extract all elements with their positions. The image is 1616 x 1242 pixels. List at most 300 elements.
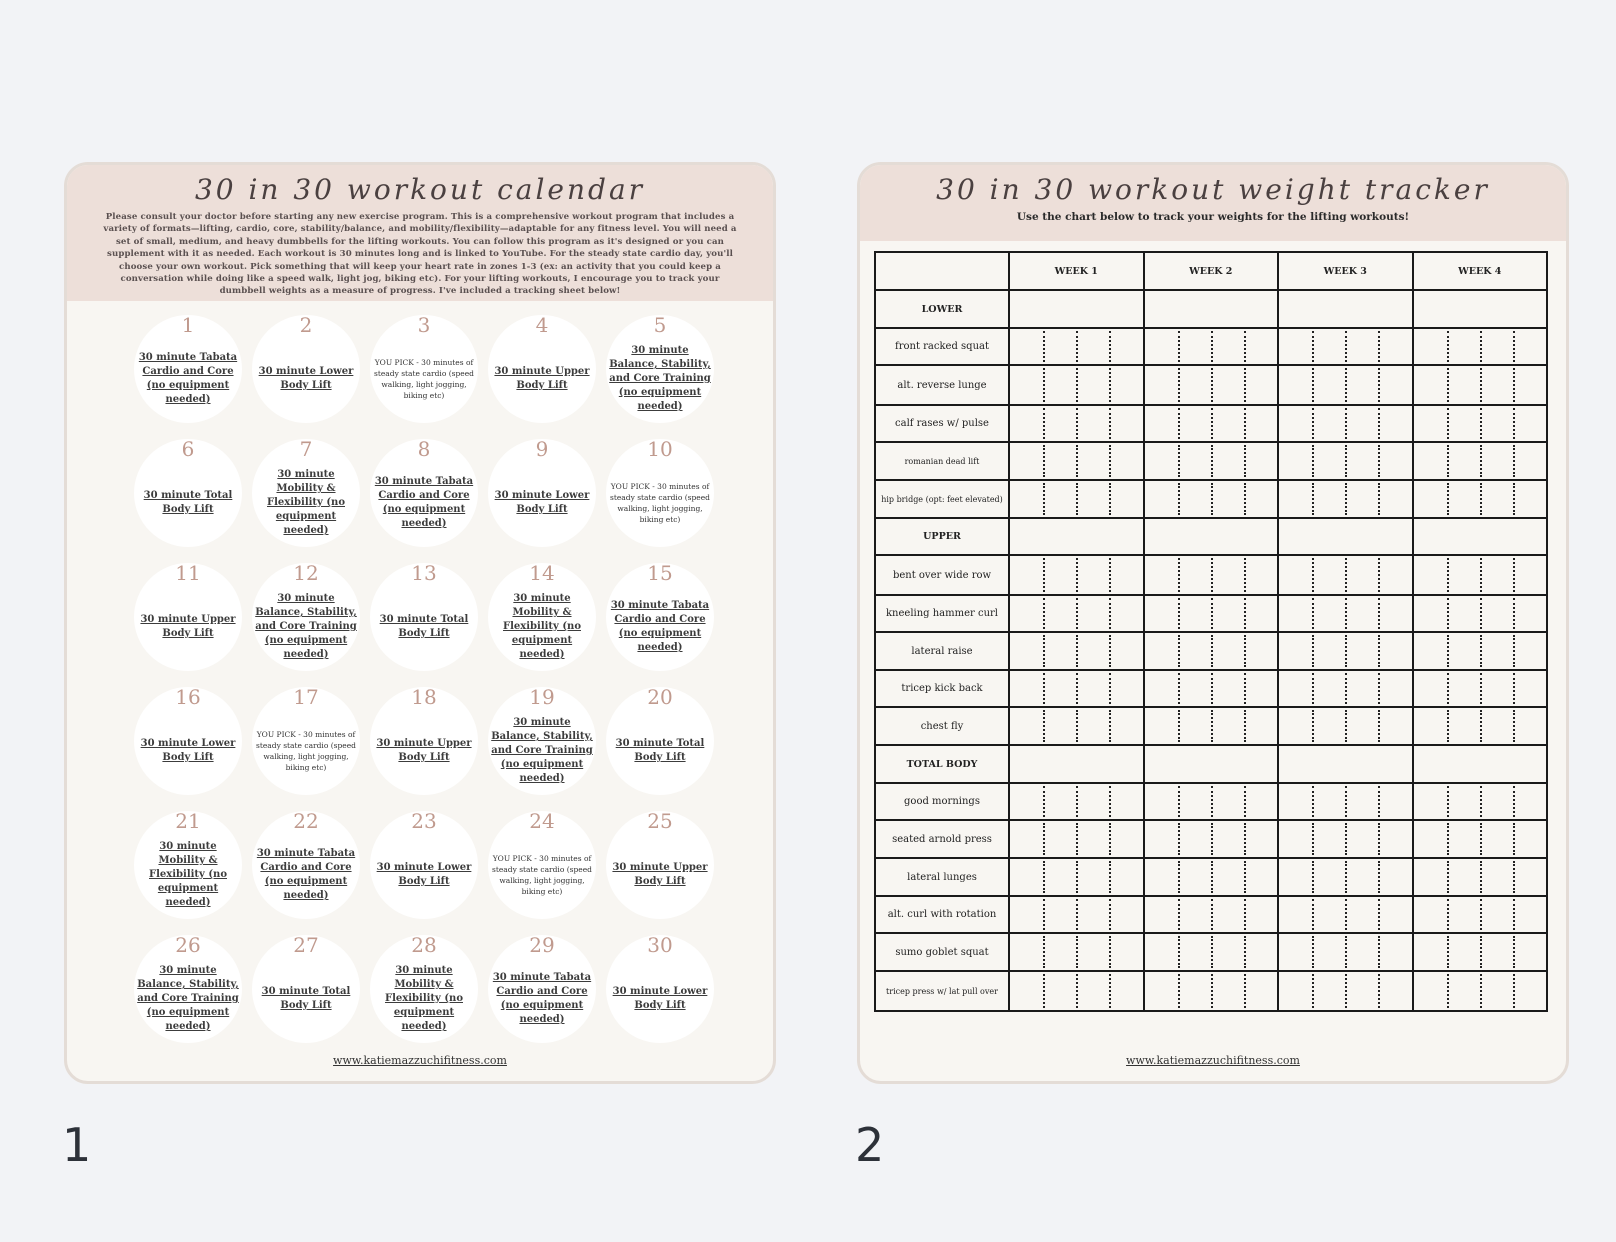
set-divider: [1211, 823, 1213, 855]
calendar-day[interactable]: [601, 685, 719, 809]
day-workout-link[interactable]: YOU PICK - 30 minutes of steady state cardio (speed walking, light jogging, biking etc): [256, 730, 356, 772]
set-divider: [1244, 331, 1246, 362]
tracker-footer-link[interactable]: www.katiemazzuchifitness.com: [1126, 1054, 1300, 1067]
weight-entry-cell[interactable]: [1278, 328, 1413, 365]
weight-entry-cell[interactable]: [1278, 480, 1413, 518]
weight-entry-cell[interactable]: [1413, 290, 1548, 328]
set-divider: [1447, 710, 1449, 742]
tracker-title: 30 in 30 workout weight tracker: [936, 173, 1490, 206]
weight-entry-cell[interactable]: [1278, 783, 1413, 820]
weight-entry-cell[interactable]: [1278, 632, 1413, 670]
set-divider: [1378, 598, 1380, 629]
calendar-day[interactable]: [601, 933, 719, 1057]
day-workout-link[interactable]: YOU PICK - 30 minutes of steady state cardio (speed walking, light jogging, biking etc): [492, 854, 592, 896]
tracker-page[interactable]: [857, 162, 1569, 1084]
day-workout-link[interactable]: YOU PICK - 30 minutes of steady state cardio (speed walking, light jogging, biking etc): [374, 358, 474, 400]
set-divider: [1043, 861, 1045, 893]
day-workout-link[interactable]: 30 minute Tabata Cardio and Core (no equipment needed): [374, 476, 474, 529]
set-divider: [1447, 673, 1449, 704]
exercise-label: alt. curl with rotation: [875, 896, 1009, 933]
day-number: 23: [411, 809, 437, 833]
day-workout-link[interactable]: 30 minute Balance, Stability, and Core Training (no equipment needed): [609, 345, 711, 412]
day-number: 22: [293, 809, 319, 833]
day-workout-link[interactable]: 30 minute Tabata Cardio and Core (no equipment needed): [492, 972, 592, 1025]
weight-entry-cell[interactable]: [1144, 442, 1279, 480]
set-divider: [1109, 558, 1111, 592]
set-divider: [1109, 408, 1111, 439]
exercise-label: kneeling hammer curl: [875, 595, 1009, 632]
set-divider: [1480, 483, 1482, 515]
set-divider: [1178, 445, 1180, 477]
weight-entry-cell[interactable]: [1144, 632, 1279, 670]
set-divider: [1244, 635, 1246, 667]
calendar-day[interactable]: [247, 313, 365, 437]
set-divider: [1109, 635, 1111, 667]
day-workout-link[interactable]: 30 minute Tabata Cardio and Core (no equipment needed): [138, 352, 238, 405]
weight-entry-cell[interactable]: [1278, 933, 1413, 971]
weight-entry-cell[interactable]: [1144, 328, 1279, 365]
set-divider: [1378, 368, 1380, 402]
set-divider: [1447, 558, 1449, 592]
day-workout-link[interactable]: 30 minute Upper Body Lift: [140, 614, 236, 639]
tracker-exercise-row: [875, 670, 1547, 707]
weight-entry-cell[interactable]: [1009, 858, 1144, 896]
weight-entry-cell[interactable]: [1009, 896, 1144, 933]
weight-entry-cell[interactable]: [1278, 745, 1413, 783]
calendar-day[interactable]: [483, 685, 601, 809]
weight-entry-cell[interactable]: [1413, 971, 1548, 1011]
set-divider: [1447, 483, 1449, 515]
weight-entry-cell[interactable]: [1009, 405, 1144, 442]
section-label: LOWER: [875, 290, 1009, 328]
exercise-label: sumo goblet squat: [875, 933, 1009, 971]
section-label: TOTAL BODY: [875, 745, 1009, 783]
day-workout-link[interactable]: 30 minute Lower Body Lift: [258, 366, 354, 391]
exercise-label: tricep kick back: [875, 670, 1009, 707]
day-number: 2: [299, 313, 313, 337]
set-divider: [1109, 598, 1111, 629]
set-divider: [1480, 823, 1482, 855]
set-divider: [1076, 635, 1078, 667]
day-workout-link[interactable]: 30 minute Mobility & Flexibility (no equipment needed): [503, 593, 581, 660]
set-divider: [1076, 331, 1078, 362]
set-divider: [1076, 710, 1078, 742]
day-number: 8: [417, 437, 431, 461]
weight-entry-cell[interactable]: [1144, 707, 1279, 745]
set-divider: [1211, 861, 1213, 893]
calendar-header: [67, 165, 773, 301]
weight-entry-cell[interactable]: [1009, 595, 1144, 632]
set-divider: [1211, 635, 1213, 667]
set-divider: [1447, 635, 1449, 667]
day-number: 5: [653, 313, 667, 337]
set-divider: [1043, 598, 1045, 629]
tracker-exercise-row: [875, 820, 1547, 858]
weight-entry-cell[interactable]: [1413, 670, 1548, 707]
day-workout-link[interactable]: 30 minute Lower Body Lift: [612, 986, 708, 1011]
weight-entry-cell[interactable]: [1413, 707, 1548, 745]
set-divider: [1513, 974, 1515, 1008]
day-workout-link[interactable]: 30 minute Tabata Cardio and Core (no equipment needed): [610, 600, 710, 653]
set-divider: [1480, 974, 1482, 1008]
calendar-day[interactable]: [365, 561, 483, 685]
day-workout-link[interactable]: 30 minute Total Body Lift: [615, 738, 705, 763]
day-number: 6: [181, 437, 195, 461]
weight-entry-cell[interactable]: [1413, 555, 1548, 595]
calendar-day[interactable]: [247, 437, 365, 561]
set-divider: [1178, 331, 1180, 362]
calendar-intro: Please consult your doctor before starting any new exercise program. This is a comprehensive workout program that includes a variety of formats—lifting, cardio, core, stability/balance, and mobility/flexibility—adaptable for any fitness level. You will need a set of small, medium, and heavy dumbbells for the lifting workouts. You can follow this program as it's designed or you can supplement with it as needed. Each workout is 30 minutes long and is linked to YouTube. For the steady state cardio day, you'll choose your own workout. Pick something that will keep your heart rate in zones 1-3 (ex: an activity that you could keep a conversation while doing like a speed walk, light jog, biking etc). For your lifting workouts, I encourage you to track your dumbbell weights as a measure of progress. I've included a tracking sheet below!: [103, 212, 737, 297]
day-workout-link[interactable]: 30 minute Lower Body Lift: [376, 862, 472, 887]
set-divider: [1076, 899, 1078, 930]
set-divider: [1211, 899, 1213, 930]
set-divider: [1043, 899, 1045, 930]
set-divider: [1345, 786, 1347, 817]
day-number: 17: [293, 685, 319, 709]
day-workout-link[interactable]: 30 minute Balance, Stability, and Core Training (no equipment needed): [491, 717, 593, 784]
set-divider: [1043, 786, 1045, 817]
set-divider: [1312, 331, 1314, 362]
weight-entry-cell[interactable]: [1144, 933, 1279, 971]
set-divider: [1480, 558, 1482, 592]
day-number: 25: [647, 809, 673, 833]
exercise-label: good mornings: [875, 783, 1009, 820]
calendar-day[interactable]: [483, 809, 601, 933]
set-divider: [1211, 598, 1213, 629]
day-number: 16: [175, 685, 201, 709]
weight-entry-cell[interactable]: [1278, 442, 1413, 480]
weight-entry-cell[interactable]: [1144, 405, 1279, 442]
set-divider: [1178, 899, 1180, 930]
set-divider: [1345, 635, 1347, 667]
day-workout-link[interactable]: 30 minute Lower Body Lift: [140, 738, 236, 763]
set-divider: [1076, 368, 1078, 402]
weight-entry-cell[interactable]: [1009, 365, 1144, 405]
set-divider: [1312, 786, 1314, 817]
day-number: 28: [411, 933, 437, 957]
calendar-day[interactable]: [601, 809, 719, 933]
calendar-day[interactable]: [365, 685, 483, 809]
set-divider: [1178, 408, 1180, 439]
set-divider: [1378, 331, 1380, 362]
weight-entry-cell[interactable]: [1278, 858, 1413, 896]
day-number: 7: [299, 437, 313, 461]
set-divider: [1244, 598, 1246, 629]
set-divider: [1513, 861, 1515, 893]
weight-entry-cell[interactable]: [1144, 670, 1279, 707]
day-workout-link[interactable]: 30 minute Total Body Lift: [379, 614, 469, 639]
set-divider: [1178, 635, 1180, 667]
weight-entry-cell[interactable]: [1009, 328, 1144, 365]
set-divider: [1312, 974, 1314, 1008]
day-workout-link[interactable]: 30 minute Mobility & Flexibility (no equipment needed): [149, 841, 227, 908]
set-divider: [1043, 710, 1045, 742]
weight-entry-cell[interactable]: [1278, 518, 1413, 555]
page-number: 1: [62, 1118, 92, 1172]
set-divider: [1513, 710, 1515, 742]
set-divider: [1076, 483, 1078, 515]
set-divider: [1043, 445, 1045, 477]
set-divider: [1076, 936, 1078, 968]
weight-entry-cell[interactable]: [1278, 670, 1413, 707]
day-workout-link[interactable]: 30 minute Total Body Lift: [261, 986, 351, 1011]
weight-entry-cell[interactable]: [1278, 896, 1413, 933]
set-divider: [1513, 823, 1515, 855]
set-divider: [1447, 974, 1449, 1008]
set-divider: [1345, 974, 1347, 1008]
weight-entry-cell[interactable]: [1009, 518, 1144, 555]
weight-entry-cell[interactable]: [1278, 820, 1413, 858]
calendar-day[interactable]: [365, 313, 483, 437]
calendar-day[interactable]: [601, 313, 719, 437]
tracker-exercise-row: [875, 632, 1547, 670]
weight-entry-cell[interactable]: [1144, 595, 1279, 632]
weight-entry-cell[interactable]: [1278, 405, 1413, 442]
set-divider: [1211, 673, 1213, 704]
set-divider: [1076, 861, 1078, 893]
calendar-footer-link[interactable]: www.katiemazzuchifitness.com: [333, 1054, 507, 1067]
day-workout-link[interactable]: YOU PICK - 30 minutes of steady state cardio (speed walking, light jogging, biking etc): [610, 482, 710, 524]
weight-entry-cell[interactable]: [1413, 328, 1548, 365]
day-number: 14: [529, 561, 555, 585]
set-divider: [1178, 974, 1180, 1008]
set-divider: [1109, 861, 1111, 893]
weight-entry-cell[interactable]: [1144, 971, 1279, 1011]
weight-entry-cell[interactable]: [1144, 365, 1279, 405]
set-divider: [1178, 823, 1180, 855]
set-divider: [1480, 368, 1482, 402]
day-number: 29: [529, 933, 555, 957]
set-divider: [1447, 331, 1449, 362]
set-divider: [1244, 483, 1246, 515]
set-divider: [1211, 558, 1213, 592]
set-divider: [1513, 558, 1515, 592]
set-divider: [1244, 558, 1246, 592]
weight-entry-cell[interactable]: [1144, 820, 1279, 858]
weight-entry-cell[interactable]: [1009, 933, 1144, 971]
weight-entry-cell[interactable]: [1278, 555, 1413, 595]
set-divider: [1312, 368, 1314, 402]
tracker-header-row: [875, 252, 1547, 290]
set-divider: [1211, 936, 1213, 968]
calendar-day[interactable]: [483, 313, 601, 437]
day-number: 1: [181, 313, 195, 337]
set-divider: [1378, 786, 1380, 817]
day-number: 4: [535, 313, 549, 337]
calendar-day[interactable]: [129, 437, 247, 561]
tracker-section-row: [875, 290, 1547, 328]
calendar-day[interactable]: [129, 685, 247, 809]
weight-entry-cell[interactable]: [1144, 290, 1279, 328]
set-divider: [1109, 445, 1111, 477]
weight-entry-cell[interactable]: [1009, 707, 1144, 745]
calendar-day[interactable]: [601, 561, 719, 685]
week-header: WEEK 1: [1009, 252, 1144, 290]
weight-entry-cell[interactable]: [1144, 480, 1279, 518]
weight-entry-cell[interactable]: [1009, 290, 1144, 328]
weight-entry-cell[interactable]: [1413, 442, 1548, 480]
weight-entry-cell[interactable]: [1009, 480, 1144, 518]
set-divider: [1480, 408, 1482, 439]
weight-entry-cell[interactable]: [1144, 783, 1279, 820]
day-workout-link[interactable]: 30 minute Balance, Stability, and Core Training (no equipment needed): [137, 965, 239, 1032]
set-divider: [1312, 598, 1314, 629]
weight-entry-cell[interactable]: [1144, 745, 1279, 783]
weight-entry-cell[interactable]: [1413, 896, 1548, 933]
calendar-day[interactable]: [483, 561, 601, 685]
set-divider: [1043, 823, 1045, 855]
day-workout-link[interactable]: 30 minute Mobility & Flexibility (no equipment needed): [267, 469, 345, 536]
day-number: 19: [529, 685, 555, 709]
set-divider: [1211, 368, 1213, 402]
weight-entry-cell[interactable]: [1009, 820, 1144, 858]
weight-entry-cell[interactable]: [1413, 595, 1548, 632]
calendar-day[interactable]: [365, 933, 483, 1057]
set-divider: [1513, 483, 1515, 515]
set-divider: [1378, 861, 1380, 893]
day-workout-link[interactable]: 30 minute Upper Body Lift: [612, 862, 708, 887]
set-divider: [1043, 483, 1045, 515]
calendar-day[interactable]: [365, 437, 483, 561]
set-divider: [1345, 558, 1347, 592]
set-divider: [1312, 483, 1314, 515]
set-divider: [1043, 936, 1045, 968]
weight-entry-cell[interactable]: [1413, 405, 1548, 442]
tracker-exercise-row: [875, 365, 1547, 405]
weight-entry-cell[interactable]: [1144, 555, 1279, 595]
set-divider: [1211, 483, 1213, 515]
tracker-subtitle: Use the chart below to track your weights for the lifting workouts!: [1016, 211, 1410, 223]
set-divider: [1447, 598, 1449, 629]
exercise-label: bent over wide row: [875, 555, 1009, 595]
day-workout-link[interactable]: 30 minute Lower Body Lift: [494, 490, 590, 515]
set-divider: [1109, 368, 1111, 402]
set-divider: [1378, 558, 1380, 592]
set-divider: [1109, 974, 1111, 1008]
tracker-corner-cell: [875, 252, 1009, 290]
calendar-day[interactable]: [483, 437, 601, 561]
day-workout-link[interactable]: 30 minute Tabata Cardio and Core (no equipment needed): [256, 848, 356, 901]
set-divider: [1447, 899, 1449, 930]
set-divider: [1178, 598, 1180, 629]
calendar-day[interactable]: [247, 933, 365, 1057]
set-divider: [1178, 710, 1180, 742]
exercise-label: calf rases w/ pulse: [875, 405, 1009, 442]
calendar-day[interactable]: [129, 313, 247, 437]
weight-entry-cell[interactable]: [1144, 896, 1279, 933]
weight-entry-cell[interactable]: [1144, 518, 1279, 555]
set-divider: [1345, 673, 1347, 704]
day-workout-link[interactable]: 30 minute Upper Body Lift: [494, 366, 590, 391]
day-workout-link[interactable]: 30 minute Mobility & Flexibility (no equipment needed): [385, 965, 463, 1032]
weight-entry-cell[interactable]: [1009, 971, 1144, 1011]
set-divider: [1244, 899, 1246, 930]
day-workout-link[interactable]: 30 minute Upper Body Lift: [376, 738, 472, 763]
day-workout-link[interactable]: 30 minute Balance, Stability, and Core Training (no equipment needed): [255, 593, 357, 660]
weight-entry-cell[interactable]: [1278, 971, 1413, 1011]
weight-entry-cell[interactable]: [1413, 783, 1548, 820]
weight-entry-cell[interactable]: [1413, 820, 1548, 858]
weight-entry-cell[interactable]: [1278, 595, 1413, 632]
weight-entry-cell[interactable]: [1413, 632, 1548, 670]
set-divider: [1312, 445, 1314, 477]
set-divider: [1513, 368, 1515, 402]
calendar-day[interactable]: [483, 933, 601, 1057]
set-divider: [1244, 445, 1246, 477]
day-number: 21: [175, 809, 201, 833]
set-divider: [1513, 899, 1515, 930]
weight-entry-cell[interactable]: [1009, 442, 1144, 480]
set-divider: [1244, 408, 1246, 439]
set-divider: [1480, 786, 1482, 817]
day-number: 3: [417, 313, 431, 337]
weight-entry-cell[interactable]: [1009, 632, 1144, 670]
tracker-exercise-row: [875, 405, 1547, 442]
set-divider: [1076, 408, 1078, 439]
set-divider: [1244, 368, 1246, 402]
calendar-day[interactable]: [601, 437, 719, 561]
weight-entry-cell[interactable]: [1413, 745, 1548, 783]
weight-entry-cell[interactable]: [1413, 480, 1548, 518]
weight-entry-cell[interactable]: [1413, 365, 1548, 405]
weight-entry-cell[interactable]: [1009, 783, 1144, 820]
set-divider: [1211, 408, 1213, 439]
set-divider: [1378, 673, 1380, 704]
set-divider: [1345, 936, 1347, 968]
set-divider: [1109, 483, 1111, 515]
weight-entry-cell[interactable]: [1278, 707, 1413, 745]
day-number: 12: [293, 561, 319, 585]
set-divider: [1378, 974, 1380, 1008]
calendar-day[interactable]: [247, 685, 365, 809]
calendar-day[interactable]: [129, 561, 247, 685]
weight-entry-cell[interactable]: [1009, 555, 1144, 595]
weight-entry-cell[interactable]: [1413, 933, 1548, 971]
day-number: 27: [293, 933, 319, 957]
day-number: 15: [647, 561, 673, 585]
tracker-exercise-row: [875, 858, 1547, 896]
calendar-page[interactable]: [64, 162, 776, 1084]
set-divider: [1244, 823, 1246, 855]
day-number: 26: [175, 933, 201, 957]
set-divider: [1178, 673, 1180, 704]
tracker-exercise-row: [875, 896, 1547, 933]
weight-entry-cell[interactable]: [1278, 365, 1413, 405]
calendar-grid: [129, 313, 719, 1057]
set-divider: [1109, 331, 1111, 362]
calendar-day[interactable]: [247, 561, 365, 685]
set-divider: [1076, 786, 1078, 817]
calendar-day[interactable]: [365, 809, 483, 933]
weight-entry-cell[interactable]: [1413, 858, 1548, 896]
exercise-label: romanian dead lift: [875, 442, 1009, 480]
weight-entry-cell[interactable]: [1009, 670, 1144, 707]
week-header: WEEK 4: [1413, 252, 1548, 290]
tracker-exercise-row: [875, 933, 1547, 971]
weight-entry-cell[interactable]: [1009, 745, 1144, 783]
set-divider: [1109, 710, 1111, 742]
set-divider: [1378, 483, 1380, 515]
day-workout-link[interactable]: 30 minute Total Body Lift: [143, 490, 233, 515]
set-divider: [1178, 786, 1180, 817]
weight-entry-cell[interactable]: [1144, 858, 1279, 896]
calendar-day[interactable]: [247, 809, 365, 933]
set-divider: [1378, 635, 1380, 667]
weight-entry-cell[interactable]: [1413, 518, 1548, 555]
weight-entry-cell[interactable]: [1278, 290, 1413, 328]
calendar-day[interactable]: [129, 809, 247, 933]
calendar-day[interactable]: [129, 933, 247, 1057]
